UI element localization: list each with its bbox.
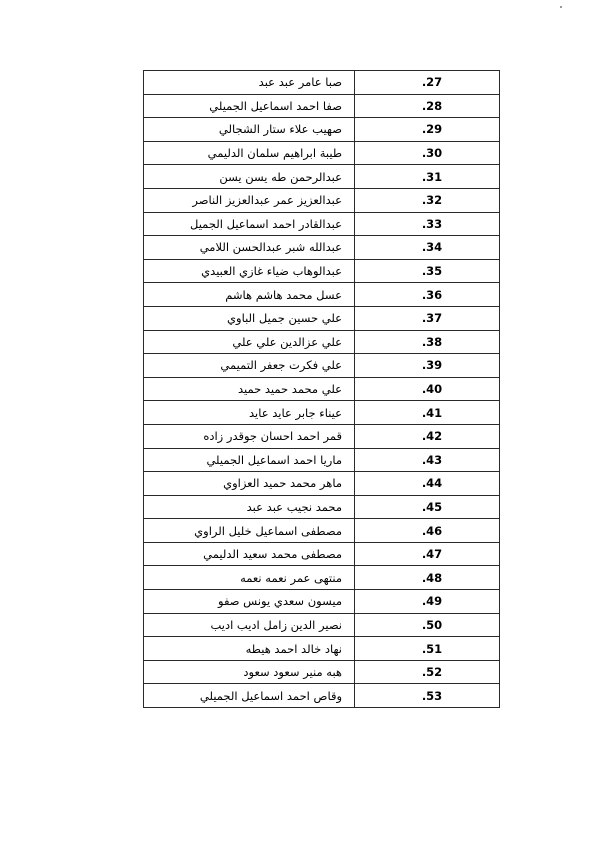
student-name-cell: عبدالرحمن طه يسن يسن bbox=[144, 165, 355, 189]
row-number-cell: .44 bbox=[355, 472, 500, 496]
student-name-cell: قمر احمد احسان جوقدر زاده bbox=[144, 424, 355, 448]
table-row bbox=[144, 566, 500, 590]
row-number-cell: .38 bbox=[355, 330, 500, 354]
student-name-cell: علي عزالدين علي علي bbox=[144, 330, 355, 354]
student-name-cell: نهاد خالد احمد هيطه bbox=[144, 637, 355, 661]
table-row bbox=[144, 424, 500, 448]
row-number-cell: .33 bbox=[355, 212, 500, 236]
table-row bbox=[144, 71, 500, 95]
table-row bbox=[144, 141, 500, 165]
row-number-cell: .53 bbox=[355, 684, 500, 708]
row-number-cell: .49 bbox=[355, 590, 500, 614]
row-number-cell: .32 bbox=[355, 188, 500, 212]
table-row bbox=[144, 188, 500, 212]
student-name-cell: مصطفى محمد سعيد الدليمي bbox=[144, 542, 355, 566]
row-number-cell: .29 bbox=[355, 118, 500, 142]
table-row bbox=[144, 259, 500, 283]
table-row bbox=[144, 377, 500, 401]
row-number-cell: .30 bbox=[355, 141, 500, 165]
table-row bbox=[144, 660, 500, 684]
student-name-cell: محمد نجيب عبد عبد bbox=[144, 495, 355, 519]
student-name-cell: علي حسين جميل الباوي bbox=[144, 306, 355, 330]
row-number-cell: .41 bbox=[355, 401, 500, 425]
row-number-cell: .34 bbox=[355, 236, 500, 260]
student-name-cell: عبدالله شبر عبدالحسن اللامي bbox=[144, 236, 355, 260]
row-number-cell: .36 bbox=[355, 283, 500, 307]
table-row bbox=[144, 165, 500, 189]
table-row bbox=[144, 283, 500, 307]
student-name-cell: عبدالوهاب ضياء غازي العبيدي bbox=[144, 259, 355, 283]
student-name-cell: علي فكرت جعفر التميمي bbox=[144, 354, 355, 378]
table-row bbox=[144, 637, 500, 661]
student-name-cell: عيناء جابر عايد عايد bbox=[144, 401, 355, 425]
table-row bbox=[144, 306, 500, 330]
row-number-cell: .46 bbox=[355, 519, 500, 543]
student-name-cell: وقاص احمد اسماعيل الجميلي bbox=[144, 684, 355, 708]
student-name-cell: نصير الدين زامل اديب اديب bbox=[144, 613, 355, 637]
table-row bbox=[144, 519, 500, 543]
student-name-cell: ميسون سعدي يونس صفو bbox=[144, 590, 355, 614]
names-table bbox=[143, 70, 500, 708]
row-number-cell: .52 bbox=[355, 660, 500, 684]
table-row bbox=[144, 590, 500, 614]
page-speck bbox=[560, 6, 562, 8]
student-name-cell: مصطفى اسماعيل خليل الراوي bbox=[144, 519, 355, 543]
student-name-cell: صبا عامر عبد عبد bbox=[144, 71, 355, 95]
row-number-cell: .51 bbox=[355, 637, 500, 661]
student-name-cell: ماهر محمد حميد العزاوي bbox=[144, 472, 355, 496]
row-number-cell: .31 bbox=[355, 165, 500, 189]
table-row bbox=[144, 448, 500, 472]
row-number-cell: .47 bbox=[355, 542, 500, 566]
row-number-cell: .50 bbox=[355, 613, 500, 637]
row-number-cell: .48 bbox=[355, 566, 500, 590]
student-name-cell: عبدالقادر احمد اسماعيل الجميل bbox=[144, 212, 355, 236]
row-number-cell: .40 bbox=[355, 377, 500, 401]
student-name-cell: ماريا احمد اسماعيل الجميلي bbox=[144, 448, 355, 472]
row-number-cell: .28 bbox=[355, 94, 500, 118]
row-number-cell: .35 bbox=[355, 259, 500, 283]
row-number-cell: .45 bbox=[355, 495, 500, 519]
table-row bbox=[144, 684, 500, 708]
student-name-cell: صفا احمد اسماعيل الجميلي bbox=[144, 94, 355, 118]
table-row bbox=[144, 94, 500, 118]
table-row bbox=[144, 212, 500, 236]
table-row bbox=[144, 495, 500, 519]
row-number-cell: .27 bbox=[355, 71, 500, 95]
student-name-cell: طيبة ابراهيم سلمان الدليمي bbox=[144, 141, 355, 165]
table-row bbox=[144, 118, 500, 142]
student-name-cell: هبه منير سعود سعود bbox=[144, 660, 355, 684]
student-name-cell: منتهى عمر نعمه نعمه bbox=[144, 566, 355, 590]
table-row bbox=[144, 401, 500, 425]
table-row bbox=[144, 613, 500, 637]
table-row bbox=[144, 236, 500, 260]
row-number-cell: .37 bbox=[355, 306, 500, 330]
student-name-cell: علي محمد حميد حميد bbox=[144, 377, 355, 401]
row-number-cell: .39 bbox=[355, 354, 500, 378]
names-table-body bbox=[144, 71, 500, 708]
row-number-cell: .42 bbox=[355, 424, 500, 448]
row-number-cell: .43 bbox=[355, 448, 500, 472]
table-row bbox=[144, 354, 500, 378]
student-name-cell: عسل محمد هاشم هاشم bbox=[144, 283, 355, 307]
student-name-cell: صهيب علاء ستار الشجالي bbox=[144, 118, 355, 142]
student-name-cell: عبدالعزيز عمر عبدالعزيز الناصر bbox=[144, 188, 355, 212]
table-row bbox=[144, 330, 500, 354]
table-row bbox=[144, 472, 500, 496]
table-row bbox=[144, 542, 500, 566]
